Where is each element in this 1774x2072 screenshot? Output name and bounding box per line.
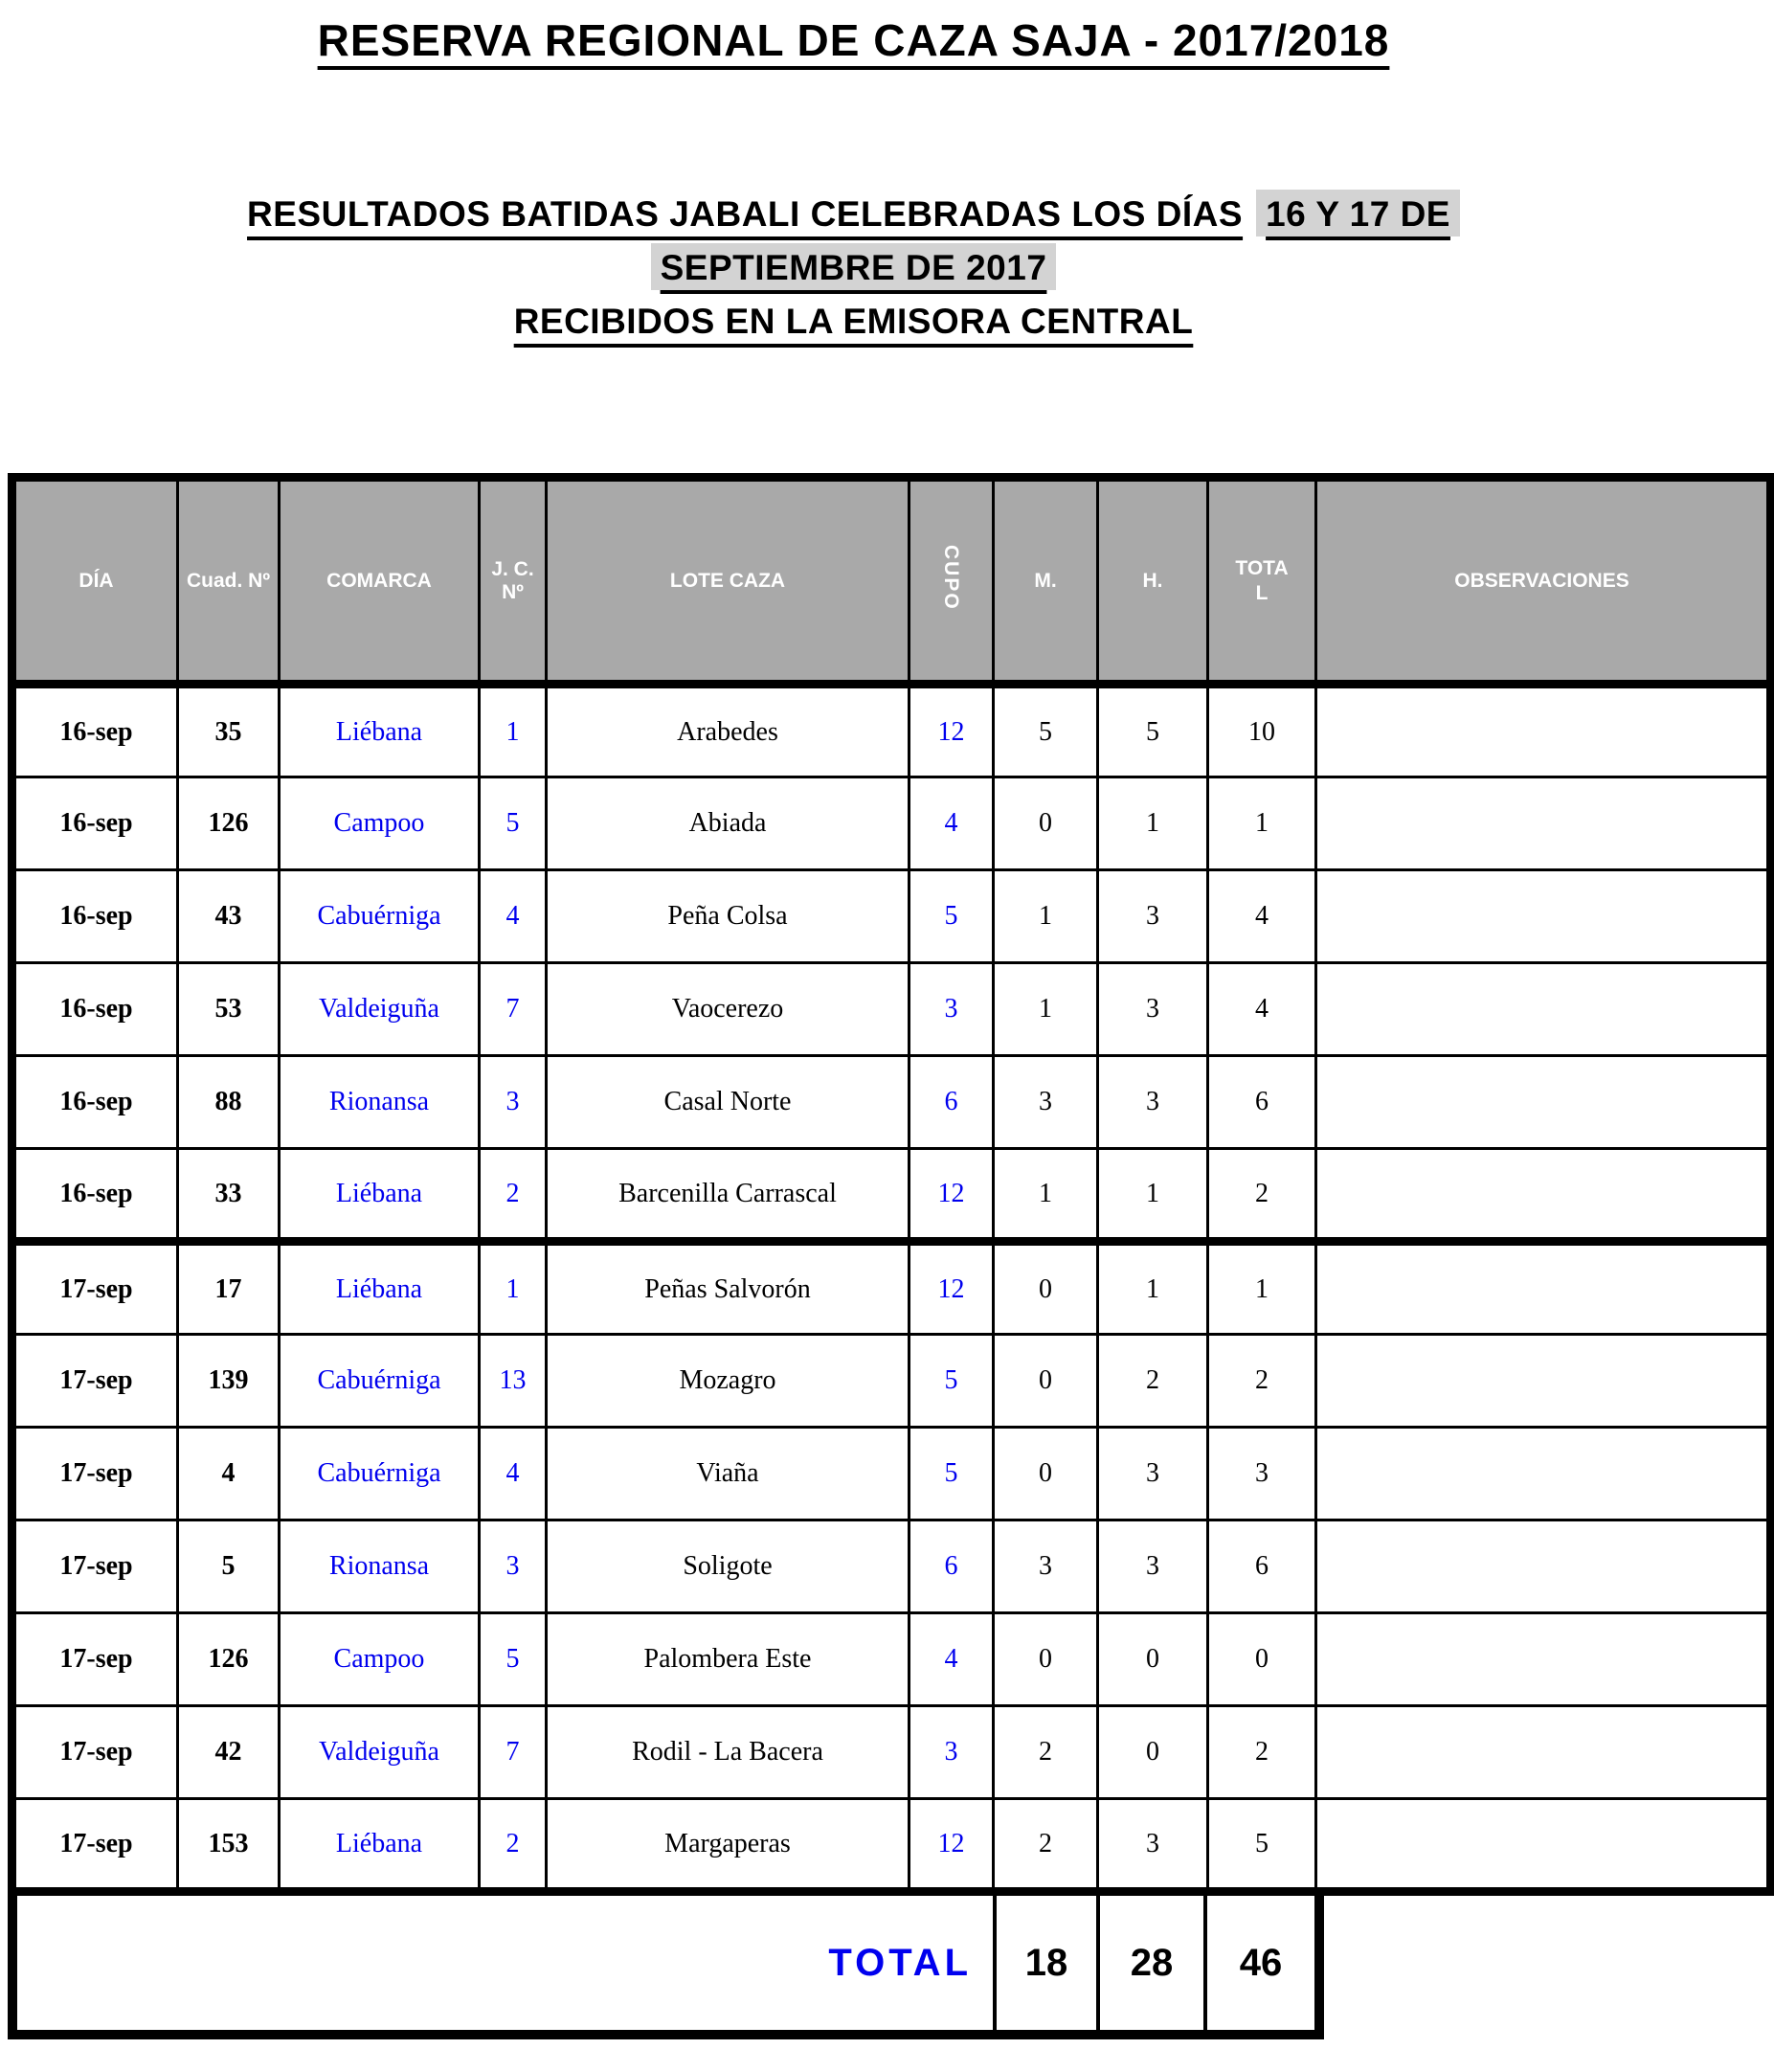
cell-m: 0 (994, 1242, 1098, 1335)
cell-jc: 7 (480, 963, 547, 1056)
table-row (12, 1428, 1771, 1520)
cell-jc: 2 (480, 1799, 547, 1892)
cell-h: 5 (1098, 685, 1208, 777)
cell-lote: Peña Colsa (547, 870, 909, 963)
table-row (12, 777, 1771, 870)
cell-total: 2 (1208, 1335, 1316, 1428)
cell-cupo: 3 (909, 1706, 994, 1799)
cell-obs (1316, 1242, 1771, 1335)
cell-comarca: Liébana (280, 1799, 480, 1892)
cell-jc: 3 (480, 1520, 547, 1613)
results-table (8, 473, 1774, 1896)
cell-comarca: Campoo (280, 777, 480, 870)
cell-cupo: 5 (909, 1335, 994, 1428)
cell-cuad: 126 (178, 1613, 280, 1706)
cell-comarca: Valdeiguña (280, 963, 480, 1056)
cell-dia: 16-sep (12, 1056, 178, 1149)
cell-obs (1316, 1428, 1771, 1520)
cell-dia: 17-sep (12, 1706, 178, 1799)
cell-total: 10 (1208, 685, 1316, 777)
header-row (12, 478, 1771, 685)
total-label: TOTAL (17, 1896, 997, 2030)
cell-h: 2 (1098, 1335, 1208, 1428)
table-row (12, 685, 1771, 777)
cell-obs (1316, 1799, 1771, 1892)
subtitle-line1-prefix: RESULTADOS BATIDAS JABALI CELEBRADAS LOS DÍAS (247, 194, 1244, 234)
cell-cuad: 33 (178, 1149, 280, 1242)
cell-m: 0 (994, 1335, 1098, 1428)
header-m: M. (994, 478, 1098, 685)
cell-cupo: 12 (909, 1799, 994, 1892)
cell-dia: 17-sep (12, 1335, 178, 1428)
cell-cuad: 126 (178, 777, 280, 870)
cell-obs (1316, 1056, 1771, 1149)
table-row (12, 1335, 1771, 1428)
cell-cupo: 4 (909, 777, 994, 870)
cell-obs (1316, 870, 1771, 963)
cell-obs (1316, 963, 1771, 1056)
cell-h: 3 (1098, 1428, 1208, 1520)
cell-m: 2 (994, 1799, 1098, 1892)
header-lote: LOTE CAZA (547, 478, 909, 685)
cell-jc: 3 (480, 1056, 547, 1149)
cell-lote: Peñas Salvorón (547, 1242, 909, 1335)
table-row (12, 1706, 1771, 1799)
cell-cuad: 5 (178, 1520, 280, 1613)
cell-h: 0 (1098, 1706, 1208, 1799)
cell-cupo: 3 (909, 963, 994, 1056)
cell-obs (1316, 1335, 1771, 1428)
page-title-text: RESERVA REGIONAL DE CAZA SAJA - 2017/2018 (317, 15, 1390, 65)
header-total: TOTAL (1208, 478, 1316, 685)
cell-dia: 17-sep (12, 1799, 178, 1892)
cell-total: 5 (1208, 1799, 1316, 1892)
cell-obs (1316, 777, 1771, 870)
cell-comarca: Cabuérniga (280, 1335, 480, 1428)
table-row (12, 1056, 1771, 1149)
cell-comarca: Valdeiguña (280, 1706, 480, 1799)
cell-cupo: 6 (909, 1056, 994, 1149)
cell-comarca: Rionansa (280, 1520, 480, 1613)
cell-jc: 4 (480, 1428, 547, 1520)
subtitle-line-1 (0, 188, 1707, 241)
cell-m: 1 (994, 963, 1098, 1056)
subtitle-line2-highlight: SEPTIEMBRE DE 2017 (651, 243, 1057, 290)
cell-total: 4 (1208, 963, 1316, 1056)
cell-dia: 17-sep (12, 1242, 178, 1335)
total-females: 28 (1100, 1896, 1207, 2030)
table-row (12, 1149, 1771, 1242)
cell-cuad: 53 (178, 963, 280, 1056)
cell-cuad: 153 (178, 1799, 280, 1892)
cell-comarca: Cabuérniga (280, 1428, 480, 1520)
total-row (8, 1896, 1324, 2039)
cell-jc: 2 (480, 1149, 547, 1242)
table-row (12, 963, 1771, 1056)
cell-dia: 16-sep (12, 870, 178, 963)
cell-total: 6 (1208, 1520, 1316, 1613)
cell-h: 1 (1098, 777, 1208, 870)
page-subtitle (0, 188, 1707, 349)
cell-m: 1 (994, 870, 1098, 963)
cell-jc: 5 (480, 1613, 547, 1706)
cell-m: 0 (994, 1428, 1098, 1520)
cell-obs (1316, 1520, 1771, 1613)
cell-total: 0 (1208, 1613, 1316, 1706)
cell-jc: 13 (480, 1335, 547, 1428)
cell-h: 3 (1098, 1520, 1208, 1613)
cell-comarca: Rionansa (280, 1056, 480, 1149)
cell-cupo: 5 (909, 1428, 994, 1520)
cell-total: 1 (1208, 777, 1316, 870)
cell-lote: Rodil - La Bacera (547, 1706, 909, 1799)
table-row (12, 1613, 1771, 1706)
cell-m: 3 (994, 1056, 1098, 1149)
cell-cupo: 6 (909, 1520, 994, 1613)
cell-cupo: 12 (909, 1149, 994, 1242)
cell-total: 1 (1208, 1242, 1316, 1335)
cell-m: 0 (994, 1613, 1098, 1706)
page-title (0, 15, 1707, 65)
cell-comarca: Liébana (280, 1149, 480, 1242)
cell-comarca: Cabuérniga (280, 870, 480, 963)
cell-cuad: 4 (178, 1428, 280, 1520)
subtitle-line-3 (0, 295, 1707, 349)
cell-m: 0 (994, 777, 1098, 870)
cell-total: 3 (1208, 1428, 1316, 1520)
table-body (12, 685, 1771, 1892)
table-row (12, 1799, 1771, 1892)
cell-comarca: Campoo (280, 1613, 480, 1706)
cell-m: 2 (994, 1706, 1098, 1799)
cell-cuad: 139 (178, 1335, 280, 1428)
cell-lote: Abiada (547, 777, 909, 870)
total-males: 18 (997, 1896, 1100, 2030)
cell-m: 3 (994, 1520, 1098, 1613)
cell-cuad: 42 (178, 1706, 280, 1799)
cell-h: 3 (1098, 870, 1208, 963)
cell-total: 4 (1208, 870, 1316, 963)
cell-lote: Soligote (547, 1520, 909, 1613)
cell-obs (1316, 1149, 1771, 1242)
cell-h: 3 (1098, 1056, 1208, 1149)
cell-dia: 16-sep (12, 685, 178, 777)
headings-block (0, 15, 1774, 349)
cell-jc: 5 (480, 777, 547, 870)
subtitle-line1-highlight: 16 Y 17 DE (1256, 190, 1460, 236)
cell-lote: Barcenilla Carrascal (547, 1149, 909, 1242)
cell-lote: Mozagro (547, 1335, 909, 1428)
cell-lote: Palombera Este (547, 1613, 909, 1706)
cell-cupo: 12 (909, 1242, 994, 1335)
cell-m: 1 (994, 1149, 1098, 1242)
subtitle-line3-text: RECIBIDOS EN LA EMISORA CENTRAL (513, 302, 1194, 341)
cell-obs (1316, 1613, 1771, 1706)
cell-cupo: 12 (909, 685, 994, 777)
header-dia: DÍA (12, 478, 178, 685)
cell-dia: 17-sep (12, 1613, 178, 1706)
cell-cupo: 4 (909, 1613, 994, 1706)
total-overall: 46 (1239, 1941, 1283, 1984)
cell-lote: Margaperas (547, 1799, 909, 1892)
cell-cuad: 88 (178, 1056, 280, 1149)
cell-lote: Viaña (547, 1428, 909, 1520)
cell-h: 3 (1098, 963, 1208, 1056)
cell-total: 6 (1208, 1056, 1316, 1149)
table-row (12, 1520, 1771, 1613)
table-row (12, 870, 1771, 963)
cell-dia: 16-sep (12, 963, 178, 1056)
cell-dia: 16-sep (12, 1149, 178, 1242)
subtitle-line-2 (0, 241, 1707, 295)
cell-h: 1 (1098, 1149, 1208, 1242)
cell-h: 3 (1098, 1799, 1208, 1892)
cell-lote: Arabedes (547, 685, 909, 777)
cell-obs (1316, 1706, 1771, 1799)
header-cupo: CUPO (909, 478, 994, 685)
cell-dia: 17-sep (12, 1520, 178, 1613)
cell-dia: 16-sep (12, 777, 178, 870)
header-jc: J. C. Nº (480, 478, 547, 685)
cell-dia: 17-sep (12, 1428, 178, 1520)
header-h: H. (1098, 478, 1208, 685)
cell-m: 5 (994, 685, 1098, 777)
table-row (12, 1242, 1771, 1335)
cell-lote: Vaocerezo (547, 963, 909, 1056)
header-obs: OBSERVACIONES (1316, 478, 1771, 685)
cell-comarca: Liébana (280, 685, 480, 777)
cell-total: 2 (1208, 1706, 1316, 1799)
cell-comarca: Liébana (280, 1242, 480, 1335)
header-cuad: Cuad. Nº (178, 478, 280, 685)
cell-lote: Casal Norte (547, 1056, 909, 1149)
cell-jc: 1 (480, 1242, 547, 1335)
cell-cuad: 43 (178, 870, 280, 963)
cell-cuad: 17 (178, 1242, 280, 1335)
header-comarca: COMARCA (280, 478, 480, 685)
cell-obs (1316, 685, 1771, 777)
cell-jc: 7 (480, 1706, 547, 1799)
document-page (0, 15, 1774, 2072)
cell-jc: 1 (480, 685, 547, 777)
cell-total: 2 (1208, 1149, 1316, 1242)
cell-h: 0 (1098, 1613, 1208, 1706)
cell-jc: 4 (480, 870, 547, 963)
cell-cuad: 35 (178, 685, 280, 777)
cell-cupo: 5 (909, 870, 994, 963)
cell-h: 1 (1098, 1242, 1208, 1335)
